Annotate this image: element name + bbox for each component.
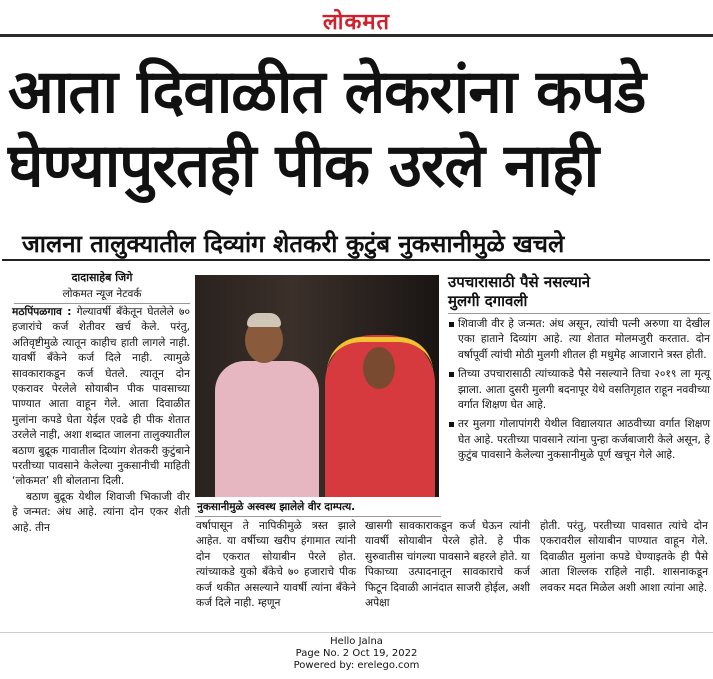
- headline: [8, 55, 708, 203]
- subheadline: जालना तालुक्यातील दिव्यांग शेतकरी कुटुंब नुकसानीमुळे खचले: [22, 230, 565, 258]
- man-figure: [215, 361, 319, 497]
- article-clipping: [0, 41, 713, 633]
- divider: [448, 313, 710, 314]
- byline: दादासाहेब जिगे: [71, 271, 133, 284]
- article-column-4: होती. परंतु, परतीच्या पावसात त्यांचे दोन एकरावरील सोयाबीन पाण्यात वाहून गेले. दिवाळीत मुलांना कपडे घेण्याइतके ही पैसे आता शिल्लक राहिले नाही. शासनाकडून लवकर मदत मिळेल अशी आशा त्यांना आहे.: [540, 520, 708, 594]
- headline-line-1: आता दिवाळीत लेकरांना कपडे: [8, 57, 646, 127]
- dateline: मठपिंपळगाव :: [12, 306, 72, 318]
- article-column-3: खासगी सावकाराकडून कर्ज घेऊन त्यांनी यावर्षी सोयाबीन पेरले होते. हे पीक सुरुवातीस चांगल्या पावसाने बहरले होते. या पिकाच्या उत्पादनातून सावकाराचे कर्ज फिटून दिवाळी आनंदात साजरी होईल, अशी अपेक्षा: [365, 520, 530, 610]
- article-photo: [195, 275, 439, 497]
- column-1-text: गेल्यावर्षी बँकेतून घेतलेले ७० हजारांचे कर्ज शेतीवर खर्च केले. परंतु, अतिवृष्टीमुळे त्यातून काहीच हाती लागले नाही. यावर्षी बँकेने कर्ज दिले नाही. त्यामुळे सावकाराकडून कर्ज घेतले. त्यातून दोन एकरावर पेरलेले सोयाबीन पीक पावसाच्या पाण्यात आता वाहून गेले. आता दिवाळीत मुलांना कपडे घेता येईल एवढे ही पीक शेतात उरलेले नाही, अशा शब्दात जालना तालुक्यातील बठाण बुद्रूक गावातील दिव्यांग शेतकरी कुटुंबाने परतीच्या पावसाने केलेल्या नुकसानीची माहिती ‘लोकमत’ शी बोलताना दिली.: [12, 306, 190, 488]
- article-column-2: वर्षापासून ते नापिकीमुळे त्रस्त झाले आहेत. या वर्षीच्या खरीप हंगामात त्यांनी दोन एकरात सोयाबीन पेरले होत. त्यांच्याकडे युको बँकेचे ७० हजाराचे पीक कर्ज थकीत असल्याने यावर्षी त्यांना बँकेने कर्ज दिले नाही. म्हणून: [196, 520, 356, 610]
- page-and-date: Page No. 2 Oct 19, 2022: [295, 648, 418, 659]
- sidebar-bullet: तिच्या उपचारासाठी त्यांच्याकडे पैसे नसल्याने तिचा २०१९ ला मृत्यू झाला. आता दुसरी मुलगी बदनापूर येथे वसतिगृहात राहून नववीच्या वर्गात शिक्षण घेत आहे.: [448, 367, 710, 413]
- headline-line-2: घेण्यापुरतही पीक उरले नाही: [8, 131, 599, 201]
- sidebar-heading: [448, 273, 708, 311]
- sidebar-bullet: शिवाजी वीर हे जन्मत: अंध असून, त्यांची पत्नी अरुणा या देखील एका हाताने दिव्यांग आहे. त्या शेतात मोलमजुरी करतात. दोन वर्षापूर्वी त्यांची मोठी मुलगी शीतल ही मधुमेह आजाराने त्रस्त होती.: [448, 317, 710, 363]
- sidebar-bullet: तर मुलगा गोलापांगरी येथील विद्यालयात आठवीच्या वर्गात शिक्षण घेत आहे. परतीच्या पावसाने त्यांना पुन्हा कर्जबाजारी केले असून, हे कुटुंब पावसाने केलेल्या नुकसानीमुळे पूर्ण खचून गेले आहे.: [448, 417, 710, 463]
- photo-caption: नुकसानीमुळे अस्वस्थ झालेले वीर दाम्पत्य.: [197, 501, 356, 513]
- column-1-paragraph-2: बठाण बुद्रूक येथील शिवाजी भिकाजी वीर हे जन्मत: अंध आहे. त्यांना दोन एकर शेती आहे. तीन: [12, 490, 190, 534]
- edition-name: Hello Jalna: [330, 636, 383, 647]
- divider: [2, 259, 710, 261]
- sidebar-heading-line-2: मुलगी दगावली: [448, 292, 528, 310]
- news-agency: लोकमत न्यूज नेटवर्क: [14, 287, 190, 304]
- divider: [195, 516, 441, 517]
- article-column-1: [12, 305, 190, 536]
- powered-by-link[interactable]: Powered by: erelego.com: [293, 660, 420, 671]
- masthead: [0, 0, 713, 37]
- newspaper-logo: लोकमत: [322, 9, 391, 35]
- page-footer: [0, 636, 713, 672]
- sidebar-bullet-list: [448, 317, 710, 468]
- sidebar-heading-line-1: उपचारासाठी पैसे नसल्याने: [448, 273, 591, 291]
